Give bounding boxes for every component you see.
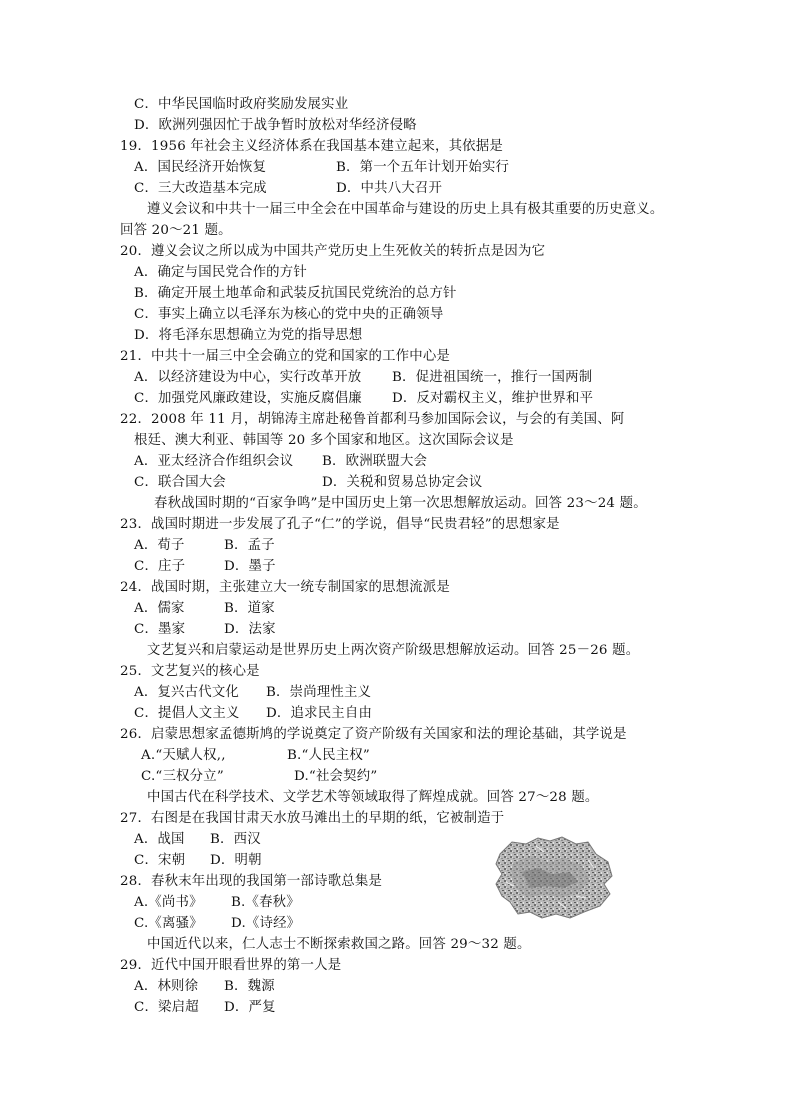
question-28: 28．春秋末年出现的我国第一部诗歌总集是 xyxy=(120,874,383,889)
question-21: 21．中共十一届三中全会确立的党和国家的工作中心是 xyxy=(120,349,451,364)
q20-option-b: B．确定开展土地革命和武装反抗国民党统治的总方针 xyxy=(134,286,457,301)
q22-option-b: B．欧洲联盟大会 xyxy=(322,454,428,469)
q21-option-b: B．促进祖国统一，推行一国两制 xyxy=(392,370,593,385)
q27-option-a: A．战国 xyxy=(134,832,185,847)
q21-option-d: D．反对霸权主义，维护世界和平 xyxy=(392,391,594,406)
q22-option-c: C．联合国大会 xyxy=(134,475,226,490)
q29-option-a: A．林则徐 xyxy=(134,979,199,994)
question-26: 26．启蒙思想家孟德斯鸠的学说奠定了资产阶级有关国家和法的理论基础，其学说是 xyxy=(120,727,627,742)
question-29: 29．近代中国开眼看世界的第一人是 xyxy=(120,958,342,973)
q24-option-a: A．儒家 xyxy=(134,601,185,616)
section-intro-20-21-cont: 回答 20～21 题。 xyxy=(120,223,232,238)
q19-option-a: A．国民经济开始恢复 xyxy=(134,160,267,175)
question-20: 20．遵义会议之所以成为中国共产党历史上生死攸关的转折点是因为它 xyxy=(120,244,546,259)
question-24: 24．战国时期，主张建立大一统专制国家的思想流派是 xyxy=(120,580,451,595)
section-intro-27-28: 中国古代在科学技术、文学艺术等领域取得了辉煌成就。回答 27～28 题。 xyxy=(147,790,599,805)
section-intro-23-24: 春秋战国时期的“百家争鸣”是中国历史上第一次思想解放运动。回答 23～24 题。 xyxy=(154,496,647,511)
q26-option-b: B.“人民主权” xyxy=(287,748,370,763)
question-22: 22．2008 年 11 月，胡锦涛主席赴秘鲁首都利马参加国际会议，与会的有美国、阿 xyxy=(120,412,625,427)
question-27: 27．右图是在我国甘肃天水放马滩出土的早期的纸，它被制造于 xyxy=(120,811,505,826)
q20-option-c: C．事实上确立以毛泽东为核心的党中央的正确领导 xyxy=(134,307,444,322)
q27-option-c: C．宋朝 xyxy=(134,853,186,868)
q20-option-d: D．将毛泽东思想确立为党的指导思想 xyxy=(134,328,363,343)
q22-option-d: D．关税和贸易总协定会议 xyxy=(322,475,483,490)
question-22-cont: 根廷、澳大利亚、韩国等 20 多个国家和地区。这次国际会议是 xyxy=(134,433,514,448)
section-intro-20-21: 遵义会议和中共十一届三中全会在中国革命与建设的历史上具有极其重要的历史意义。 xyxy=(147,202,664,217)
question-19: 19．1956 年社会主义经济体系在我国基本建立起来，其依据是 xyxy=(120,139,503,154)
q26-option-d: D.“社会契约” xyxy=(294,769,378,784)
section-intro-25-26: 文艺复兴和启蒙运动是世界历史上两次资产阶级思想解放运动。回答 25－26 题。 xyxy=(147,643,640,658)
q24-option-d: D．法家 xyxy=(224,622,276,637)
q25-option-b: B．崇尚理性主义 xyxy=(266,685,372,700)
q22-option-a: A．亚太经济合作组织会议 xyxy=(134,454,294,469)
q27-option-b: B．西汉 xyxy=(210,832,261,847)
q28-option-c: C.《离骚》 xyxy=(134,916,203,931)
question-25: 25．文艺复兴的核心是 xyxy=(120,664,260,679)
q21-option-a: A．以经济建设为中心，实行改革开放 xyxy=(134,370,362,385)
q24-option-c: C．墨家 xyxy=(134,622,186,637)
question-23: 23．战国时期进一步发展了孔子“仁”的学说，倡导“民贵君轻”的思想家是 xyxy=(120,517,560,532)
q19-option-b: B．第一个五年计划开始实行 xyxy=(336,160,510,175)
q23-option-c: C．庄子 xyxy=(134,559,186,574)
q20-option-a: A．确定与国民党合作的方针 xyxy=(134,265,307,280)
q29-option-c: C．梁启超 xyxy=(134,1000,199,1015)
q24-option-b: B．道家 xyxy=(224,601,275,616)
q26-option-a: A.“天赋人权,, xyxy=(141,748,226,763)
q28-option-d: D.《诗经》 xyxy=(231,916,301,931)
q28-option-b: B.《春秋》 xyxy=(231,895,300,910)
q18-option-d: D．欧洲列强因忙于战争暂时放松对华经济侵略 xyxy=(134,118,417,133)
q18-option-c: C．中华民国临时政府奖励发展实业 xyxy=(134,97,349,112)
q19-option-d: D．中共八大召开 xyxy=(336,181,443,196)
q23-option-d: D．墨子 xyxy=(224,559,276,574)
q27-option-d: D．明朝 xyxy=(210,853,262,868)
q25-option-a: A．复兴古代文化 xyxy=(134,685,240,700)
section-intro-29-32: 中国近代以来，仁人志士不断探索救国之路。回答 29～32 题。 xyxy=(147,937,531,952)
ancient-paper-image xyxy=(492,832,620,922)
q19-option-c: C．三大改造基本完成 xyxy=(134,181,267,196)
q25-option-d: D．追求民主自由 xyxy=(266,706,373,721)
q26-option-c: C.“三权分立” xyxy=(141,769,224,784)
q23-option-b: B．孟子 xyxy=(224,538,275,553)
q21-option-c: C．加强党风廉政建设，实施反腐倡廉 xyxy=(134,391,362,406)
q28-option-a: A.《尚书》 xyxy=(134,895,203,910)
q29-option-b: B．魏源 xyxy=(224,979,275,994)
q25-option-c: C．提倡人文主义 xyxy=(134,706,240,721)
q29-option-d: D．严复 xyxy=(224,1000,276,1015)
q23-option-a: A．荀子 xyxy=(134,538,185,553)
